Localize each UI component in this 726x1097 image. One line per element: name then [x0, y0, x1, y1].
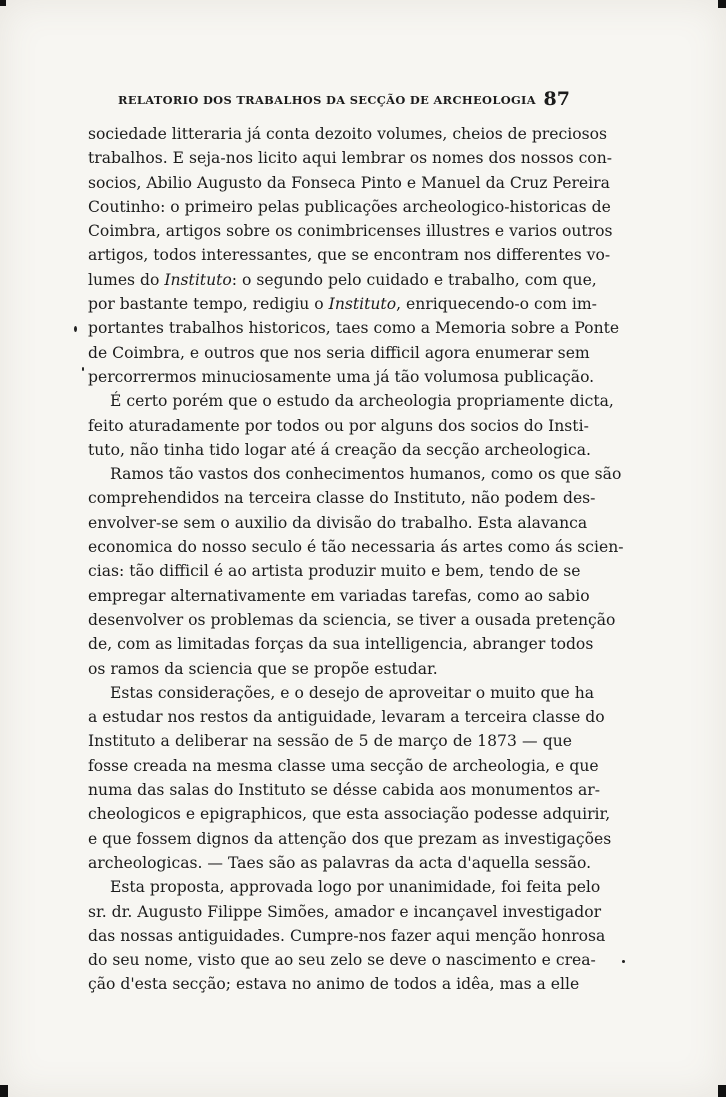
text-line: ção d'esta secção; estava no animo de todos a idêa, mas a elle — [88, 975, 580, 994]
text-line: Esta proposta, approvada logo por unanimidade, foi feita pelo — [110, 878, 601, 897]
text-line: trabalhos. E seja-nos licito aqui lembrar os nomes dos nossos con- — [88, 149, 613, 168]
text-line: cheologicos e epigraphicos, que esta associação podesse adquirir, — [88, 805, 611, 824]
text-line — [88, 268, 597, 292]
text-line: Coimbra, artigos sobre os conimbricenses illustres e varios outros — [88, 222, 613, 241]
text-segment: , enriquecendo-o com im- — [396, 295, 597, 314]
text-line: sr. dr. Augusto Filippe Simões, amador e incançavel investigador — [88, 902, 602, 921]
text-segment: por bastante tempo, redigiu o — [88, 295, 329, 314]
text-segment: : o segundo pelo cuidado e trabalho, com que, — [231, 270, 597, 289]
text-line: economica do nosso seculo é tão necessaria ás artes como ás scien- — [88, 538, 624, 557]
text-line: fosse creada na mesma classe uma secção de archeologia, e que — [88, 756, 599, 775]
text-line: os ramos da sciencia que se propõe estudar. — [88, 659, 438, 678]
text-line — [88, 292, 597, 316]
text-line: archeologicas. — Taes são as palavras da acta d'aquella sessão. — [88, 853, 592, 872]
paragraph — [88, 875, 606, 996]
text-line: do seu nome, visto que ao seu zelo se deve o nascimento e crea- — [88, 951, 596, 970]
text-line: Ramos tão vastos dos conhecimentos humanos, como os que são — [110, 465, 622, 484]
text-line: É certo porém que o estudo da archeologia propriamente dicta, — [110, 392, 614, 411]
scan-speck — [74, 326, 77, 332]
text-line: a estudar nos restos da antiguidade, levaram a terceira classe do — [88, 708, 605, 727]
paragraph — [88, 462, 624, 681]
scan-speck — [622, 960, 625, 963]
text-line: Instituto a deliberar na sessão de 5 de março de 1873 — que — [88, 732, 572, 751]
scan-border-corner — [718, 1085, 726, 1097]
text-line: socios, Abilio Augusto da Fonseca Pinto e Manuel da Cruz Pereira — [88, 173, 610, 192]
page-number: 87 — [543, 88, 570, 110]
text-line: comprehendidos na terceira classe do Instituto, não podem des- — [88, 489, 596, 508]
text-segment: lumes do — [88, 270, 165, 289]
text-line: de Coimbra, e outros que nos seria difficil agora enumerar sem — [88, 343, 590, 362]
scan-border-corner — [718, 0, 726, 8]
text-line: Estas considerações, e o desejo de aproveitar o muito que ha — [110, 683, 595, 702]
text-line: percorrermos minuciosamente uma já tão volumosa publicação. — [88, 367, 595, 386]
text-line: cias: tão difficil é ao artista produzir muito e bem, tendo de se — [88, 562, 581, 581]
text-line: e que fossem dignos da attenção dos que prezam as investigações — [88, 829, 612, 848]
text-line: sociedade litteraria já conta dezoito volumes, cheios de preciosos — [88, 125, 607, 143]
body-text — [88, 122, 624, 997]
text-line: feito aturadamente por todos ou por alguns dos socios do Insti- — [88, 416, 589, 435]
text-line: empregar alternativamente em variadas tarefas, como ao sabio — [88, 586, 590, 605]
text-line: portantes trabalhos historicos, taes como a Memoria sobre a Ponte — [88, 319, 620, 338]
paragraph — [88, 122, 620, 389]
running-head — [118, 88, 578, 112]
paragraph — [88, 681, 612, 875]
scan-border-corner — [0, 1085, 8, 1097]
text-line: tuto, não tinha tido logar até á creação da secção archeologica. — [88, 440, 591, 459]
text-line: Coutinho: o primeiro pelas publicações archeologico-historicas de — [88, 197, 611, 216]
text-line: das nossas antiguidades. Cumpre-nos fazer aqui menção honrosa — [88, 926, 606, 945]
text-line: desenvolver os problemas da sciencia, se tiver a ousada pretenção — [88, 610, 616, 629]
text-line: envolver-se sem o auxilio da divisão do trabalho. Esta alavanca — [88, 513, 588, 532]
paragraph — [88, 389, 614, 462]
text-line: numa das salas do Instituto se désse cabida aos monumentos ar- — [88, 781, 601, 800]
text-line: de, com as limitadas forças da sua intelligencia, abranger todos — [88, 635, 594, 654]
italic-title: Instituto — [164, 270, 232, 289]
running-title: RELATORIO DOS TRABALHOS DA SECÇÃO DE ARCHEOLOGIA — [118, 93, 536, 107]
scan-speck — [82, 367, 84, 371]
text-line: artigos, todos interessantes, que se encontram nos differentes vo- — [88, 246, 611, 265]
italic-title: Instituto — [328, 295, 397, 314]
scan-border-corner — [0, 0, 6, 6]
